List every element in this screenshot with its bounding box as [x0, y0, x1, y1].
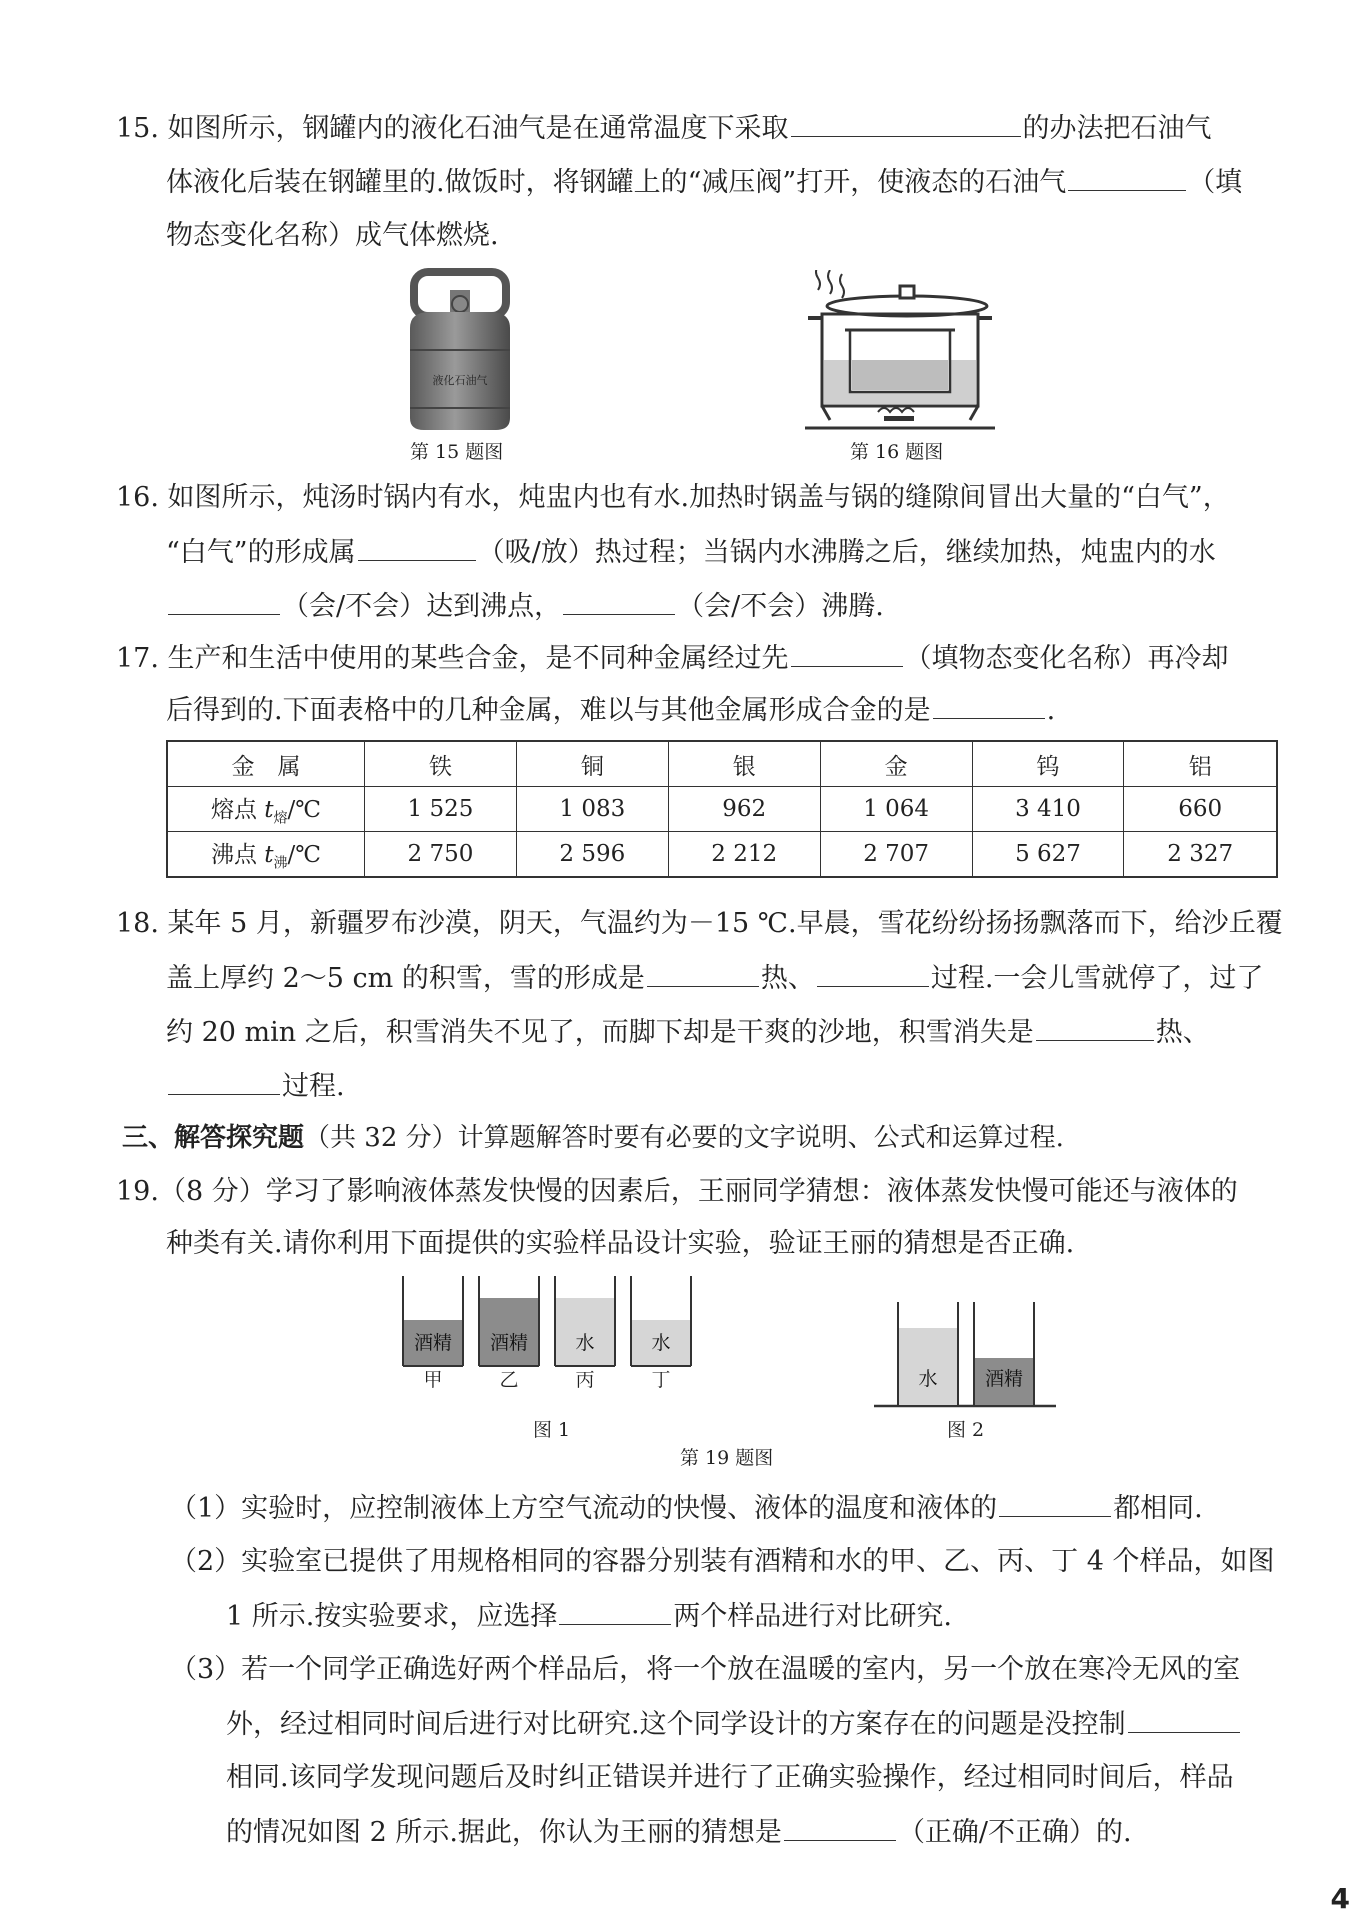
q18-blank-2[interactable] [817, 958, 929, 987]
q18-line-3: 约 20 min 之后，积雪消失不见了，而脚下却是干爽的沙地，积雪消失是 热、 [166, 1012, 1210, 1053]
beaker-label: 酒精 [413, 1332, 453, 1354]
q19-part-3-line-4: 的情况如图 2 所示.据此，你认为王丽的猜想是 （正确/不正确）的. [226, 1812, 1132, 1853]
q19-part-1: （1）实验时，应控制液体上方空气流动的快慢、液体的温度和液体的 都相同. [170, 1488, 1203, 1529]
table-cell: 2 707 [820, 832, 972, 878]
q19-figure-2 [872, 1298, 1058, 1410]
beaker-label: 水 [651, 1332, 671, 1354]
q16-blank-1[interactable] [358, 532, 476, 561]
q18-line-4: 过程. [166, 1066, 345, 1107]
q18-blank-4[interactable] [168, 1066, 280, 1095]
q15-line-1: 15. 如图所示，钢罐内的液化石油气是在通常温度下采取 的办法把石油气 [116, 108, 1212, 149]
q15-line-2: 体液化后装在钢罐里的.做饭时，将钢罐上的“减压阀”打开，使液态的石油气 （填 [166, 162, 1242, 203]
q16-blank-2[interactable] [168, 586, 280, 615]
q18-blank-3[interactable] [1036, 1012, 1154, 1041]
beaker-label: 水 [575, 1332, 595, 1354]
q19-figure-1-caption: 图 1 [533, 1419, 571, 1441]
q19-part-3-line-3: 相同.该同学发现问题后及时纠正错误并进行了正确实验操作，经过相同时间后，样品 [226, 1762, 1234, 1793]
q19-blank-1[interactable] [999, 1488, 1111, 1517]
metal-properties-table [166, 740, 1278, 878]
table-header-metal: 铝 [1124, 741, 1277, 787]
q19-blank-4[interactable] [784, 1812, 896, 1841]
table-header-metal: 银 [668, 741, 820, 787]
beaker-label: 酒精 [489, 1332, 529, 1354]
q15-gas-tank-figure [400, 268, 520, 438]
q18-blank-1[interactable] [647, 958, 759, 987]
q17-blank-2[interactable] [933, 690, 1045, 719]
table-header-metal: 钨 [972, 741, 1124, 787]
q15-blank-1[interactable] [791, 108, 1021, 137]
q19-blank-2[interactable] [559, 1596, 671, 1625]
q19-blank-3[interactable] [1128, 1704, 1240, 1733]
beaker-name: 甲 [423, 1369, 443, 1391]
table-header-metal: 铁 [365, 741, 517, 787]
table-cell: 3 410 [972, 787, 1124, 832]
q16-blank-3[interactable] [563, 586, 675, 615]
q19-figure-caption: 第 19 题图 [680, 1447, 774, 1469]
table-cell: 2 596 [516, 832, 668, 878]
q19-figure-1 [395, 1272, 715, 1392]
q16-stew-pot-figure [800, 270, 995, 435]
steam-icon [816, 270, 844, 298]
table-cell: 5 627 [972, 832, 1124, 878]
q18-line-1: 18. 某年 5 月，新疆罗布沙漠，阴天，气温约为－15 ℃.早晨，雪花纷纷扬扬飘落而下，给沙丘覆 [116, 908, 1283, 939]
table-cell: 1 064 [820, 787, 972, 832]
table-cell: 2 212 [668, 832, 820, 878]
table-row-melting [167, 787, 1277, 832]
table-cell: 2 327 [1124, 832, 1277, 878]
q15-line-3: 物态变化名称）成气体燃烧. [166, 220, 499, 251]
boiling-point-label: 沸点 $t_沸/℃$ [167, 832, 365, 878]
q16-line-2: “白气”的形成属 （吸/放）热过程；当锅内水沸腾之后，继续加热，炖盅内的水 [166, 532, 1216, 573]
q19-part-3-line-2: 外，经过相同时间后进行对比研究.这个同学设计的方案存在的问题是没控制 [226, 1704, 1242, 1745]
q15-blank-2[interactable] [1068, 162, 1186, 191]
table-header-metal: 铜 [516, 741, 668, 787]
beaker-name: 乙 [499, 1369, 519, 1391]
tank-label: 液化石油气 [432, 374, 488, 387]
beaker-name: 丙 [575, 1369, 595, 1391]
q18-line-2: 盖上厚约 2～5 cm 的积雪，雪的形成是 热、 过程.一会儿雪就停了，过了 [166, 958, 1263, 999]
q17-line-1: 17. 生产和生活中使用的某些合金，是不同种金属经过先 （填物态变化名称）再冷却 [116, 638, 1229, 679]
q19-line-1: 19.（8 分）学习了影响液体蒸发快慢的因素后，王丽同学猜想：液体蒸发快慢可能还与液体的 [116, 1176, 1238, 1207]
q16-line-3: （会/不会）达到沸点， （会/不会）沸腾. [166, 586, 884, 627]
q19-part-2-line-1: （2）实验室已提供了用规格相同的容器分别装有酒精和水的甲、乙、丙、丁 4 个样品，如图 [170, 1546, 1275, 1577]
table-cell: 660 [1124, 787, 1277, 832]
table-cell: 1 083 [516, 787, 668, 832]
table-header-metal: 金 [820, 741, 972, 787]
section-3-heading: 三、解答探究题（共 32 分）计算题解答时要有必要的文字说明、公式和运算过程. [122, 1123, 1064, 1153]
q16-line-1: 16. 如图所示，炖汤时锅内有水，炖盅内也有水.加热时锅盖与锅的缝隙间冒出大量的“白气”， [116, 482, 1230, 513]
q19-line-2: 种类有关.请你利用下面提供的实验样品设计实验，验证王丽的猜想是否正确. [166, 1228, 1075, 1259]
q17-blank-1[interactable] [791, 638, 903, 667]
beaker-name: 丁 [651, 1369, 671, 1391]
page-number: 4 [1330, 1882, 1350, 1915]
q15-figure-caption: 第 15 题图 [410, 441, 504, 463]
table-cell: 962 [668, 787, 820, 832]
beaker-label: 水 [918, 1368, 938, 1390]
melting-point-label: 熔点 $t_熔/℃$ [167, 787, 365, 832]
q17-line-2: 后得到的.下面表格中的几种金属，难以与其他金属形成合金的是 . [166, 690, 1055, 731]
table-cell: 2 750 [365, 832, 517, 878]
table-row-boiling [167, 832, 1277, 878]
table-cell: 1 525 [365, 787, 517, 832]
q16-figure-caption: 第 16 题图 [850, 441, 944, 463]
q19-figure-2-caption: 图 2 [947, 1419, 985, 1441]
table-header-label: 金 属 [167, 741, 365, 787]
beaker-label: 酒精 [984, 1368, 1024, 1390]
q19-part-2-line-2: 1 所示.按实验要求，应选择 两个样品进行对比研究. [226, 1596, 952, 1637]
table-row-header [167, 741, 1277, 787]
q19-part-3-line-1: （3）若一个同学正确选好两个样品后，将一个放在温暖的室内，另一个放在寒冷无风的室 [170, 1654, 1241, 1685]
